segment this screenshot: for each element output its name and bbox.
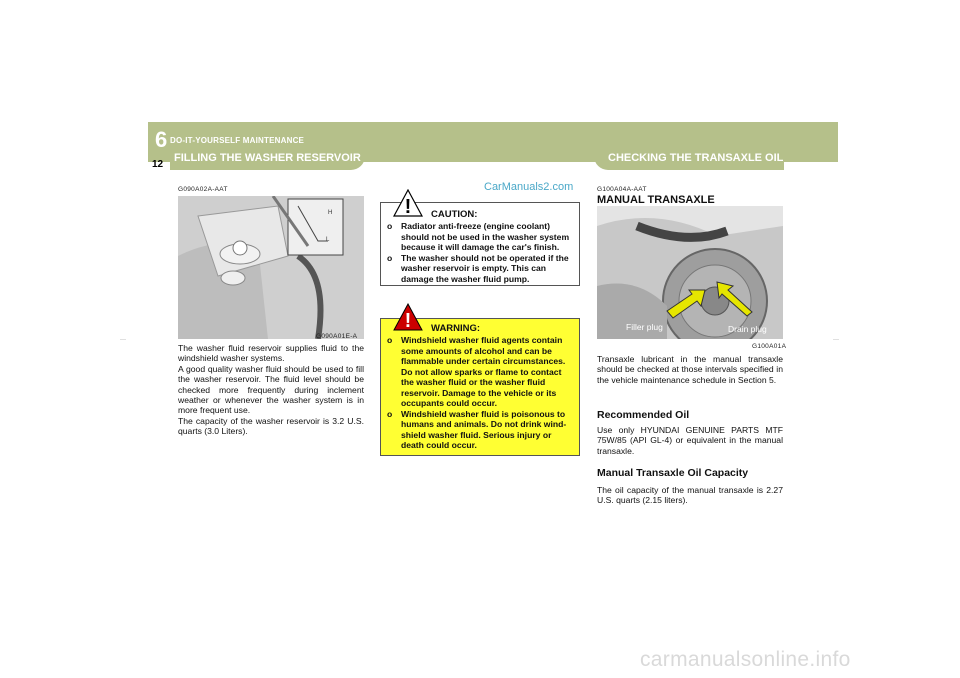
svg-text:L: L	[326, 237, 330, 243]
crop-mark-left: —	[120, 337, 126, 343]
caution-text: Radiator anti-freeze (engine coolant) should not be used in the washer system because it will damage the car's finish.	[401, 221, 570, 252]
caution-title: CAUTION:	[431, 209, 478, 220]
crop-mark-right: —	[833, 337, 839, 343]
warning-title: WARNING:	[431, 323, 481, 334]
left-image-caption: G090A01E-A	[316, 333, 358, 340]
right-image-caption: G100A01A	[752, 343, 787, 350]
left-code: G090A02A-AAT	[178, 186, 228, 193]
footer-watermark: carmanualsonline.info	[640, 648, 851, 671]
caution-bullet: o	[387, 221, 393, 231]
right-heading: CHECKING THE TRANSAXLE OIL	[608, 152, 784, 164]
filler-plug-label: Filler plug	[626, 322, 663, 332]
warning-bullet: o	[387, 408, 393, 419]
warning-text: Windshield washer fluid agents contain some amounts of alcohol and can be flammable under certain circumstances. Do not allow sparks or flame to contact the washer fluid or the washer fluid reservoir. Damage to the vehicle or its occupants could occur.	[401, 335, 566, 408]
warning-bullet: o	[387, 335, 393, 345]
manual-transaxle-title: MANUAL TRANSAXLE	[597, 194, 715, 206]
transaxle-photo	[597, 206, 783, 339]
caution-box	[380, 196, 580, 286]
warning-text: Windshield washer fluid is poisonous to humans and animals. Do not drink wind-shield washer fluid. Serious injury or death could occur.	[401, 408, 567, 450]
left-heading-tab	[170, 148, 365, 170]
transaxle-illustration	[597, 206, 783, 339]
warning-box	[380, 310, 580, 456]
svg-text:!: !	[404, 310, 412, 331]
warning-item	[387, 409, 575, 451]
caution-list	[387, 221, 575, 284]
section-title: DO-IT-YOURSELF MAINTENANCE	[170, 136, 305, 145]
caution-text: The washer should not be operated if the washer reservoir is empty. This can damage the washer fluid pump.	[401, 252, 569, 284]
svg-text:H: H	[328, 210, 333, 216]
svg-text:!: !	[404, 196, 412, 217]
washer-paragraph: The washer fluid reservoir supplies fluid to the windshield washer systems. A good quality washer fluid should be used to fill the washer reservoir. The fluid level should be checked more frequently during inclement weather or whenever the washer system is in more frequent use. The capacity of the washer reservoir is 3.2 U.S. quarts (3.0 Liters).	[178, 343, 364, 437]
caution-item	[387, 253, 575, 285]
watermark: CarManuals2.com	[484, 181, 574, 193]
washer-reservoir-photo	[178, 196, 364, 339]
section-number: 6	[155, 127, 168, 152]
capacity-text: The oil capacity of the manual transaxle is 2.27 U.S. quarts (2.15 liters).	[597, 485, 783, 506]
transaxle-intro: Transaxle lubricant in the manual transaxle should be checked at those intervals specified in the vehicle maintenance schedule in Section 5.	[597, 354, 783, 385]
warning-item	[387, 335, 575, 409]
drain-plug-label: Drain plug	[728, 324, 767, 334]
right-code: G100A04A-AAT	[597, 186, 647, 193]
left-heading: FILLING THE WASHER RESERVOIR	[174, 152, 361, 164]
right-heading-tab	[594, 148, 784, 170]
caution-item	[387, 221, 575, 253]
capacity-heading: Manual Transaxle Oil Capacity	[597, 467, 749, 479]
recommended-oil-text: Use only HYUNDAI GENUINE PARTS MTF 75W/85 (API GL-4) or equivalent in the manual transaxle.	[597, 425, 783, 456]
caution-bullet: o	[387, 252, 393, 263]
recommended-oil-heading: Recommended Oil	[597, 409, 690, 421]
washer-reservoir-illustration	[178, 196, 364, 339]
warning-list	[387, 335, 575, 451]
warning-triangle-icon	[393, 303, 423, 331]
page-number: 12	[152, 159, 164, 170]
caution-triangle-icon	[393, 189, 423, 217]
